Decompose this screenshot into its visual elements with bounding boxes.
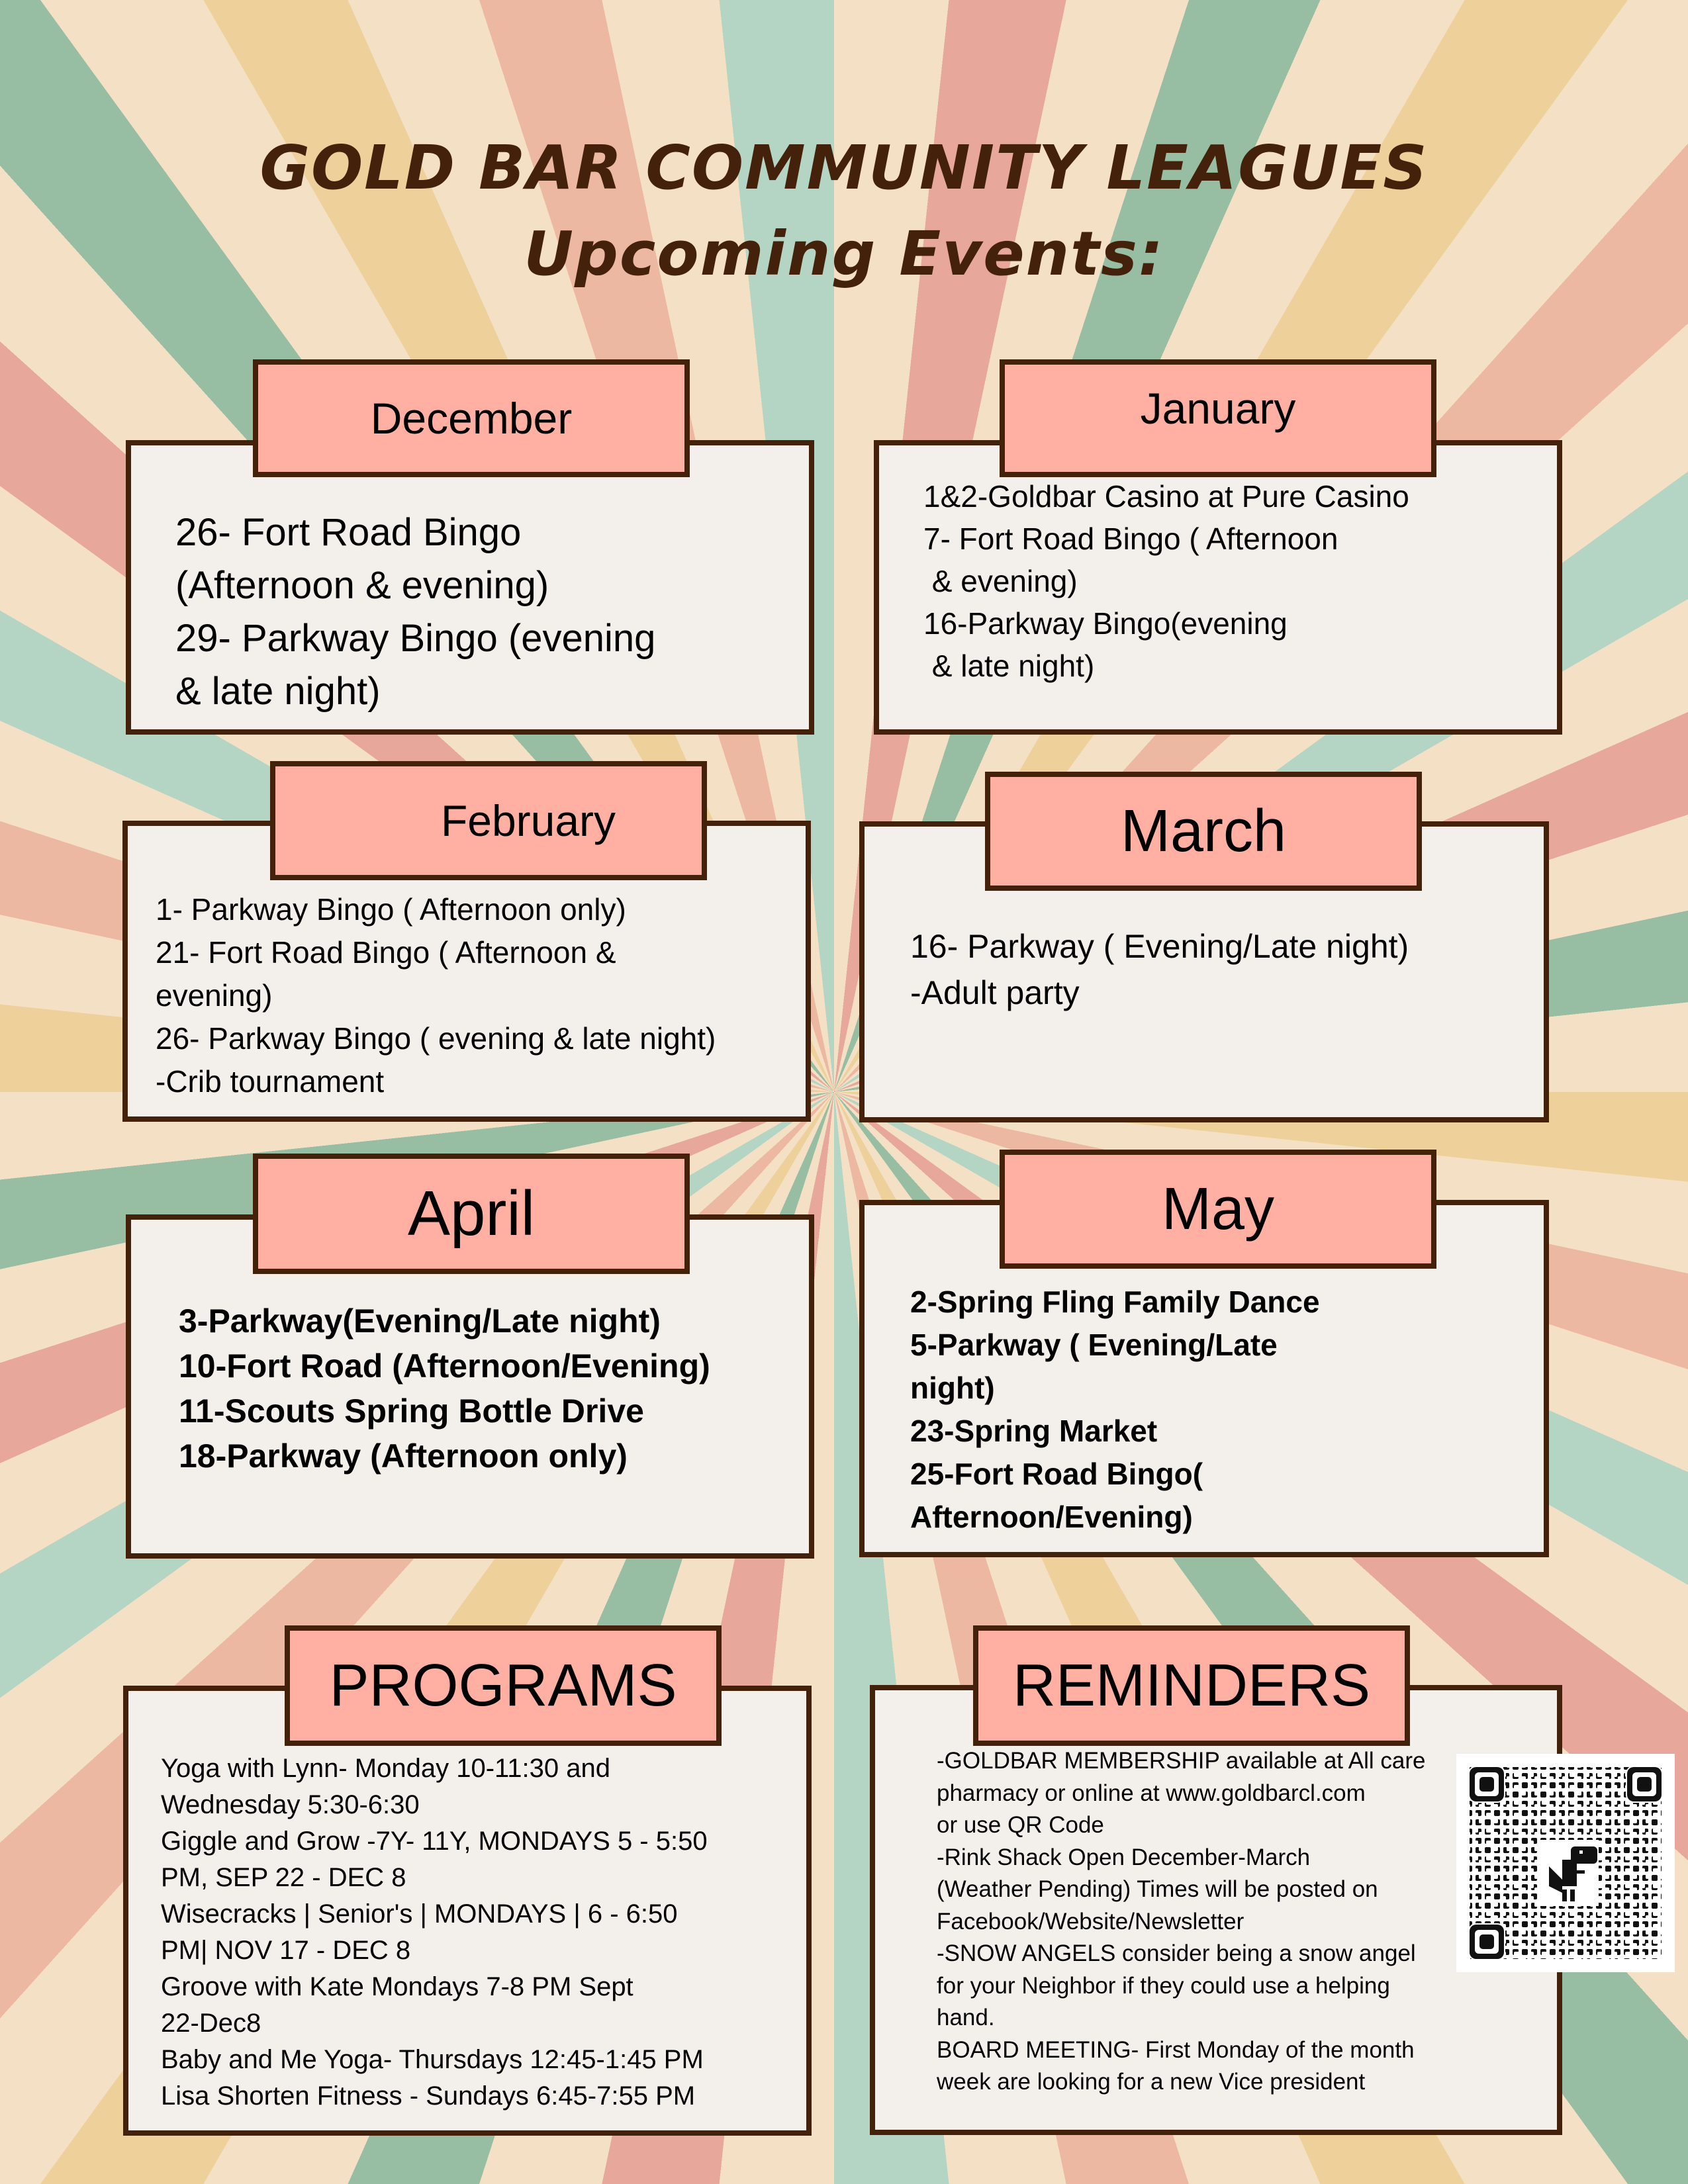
event-line: 1&2-Goldbar Casino at Pure Casino xyxy=(923,479,1409,514)
february-label: February xyxy=(440,796,616,845)
event-line: 23-Spring Market xyxy=(910,1414,1158,1448)
reminder-line: (Weather Pending) Times will be posted on xyxy=(937,1876,1378,1902)
program-line: Giggle and Grow -7Y- 11Y, MONDAYS 5 - 5:50 xyxy=(161,1827,708,1856)
program-line: Wednesday 5:30-6:30 xyxy=(161,1790,420,1819)
december-tab xyxy=(253,359,690,477)
qr-code-icon[interactable] xyxy=(1456,1754,1675,1972)
programs-label: PROGRAMS xyxy=(329,1652,677,1719)
event-line: 21- Fort Road Bingo ( Afternoon & xyxy=(156,935,616,970)
page-title: GOLD BAR COMMUNITY LEAGUES xyxy=(259,132,1429,203)
reminder-line: Facebook/Website/Newsletter xyxy=(937,1908,1244,1934)
program-line: Groove with Kate Mondays 7-8 PM Sept xyxy=(161,1972,633,2001)
event-line: 16- Parkway ( Evening/Late night) xyxy=(910,928,1409,965)
page-subtitle: Upcoming Events: xyxy=(524,218,1164,289)
march-label: March xyxy=(1120,797,1287,864)
may-label: May xyxy=(1161,1175,1275,1242)
event-line: 18-Parkway (Afternoon only) xyxy=(179,1437,628,1475)
reminders-list xyxy=(937,1745,1426,2099)
reminder-line: week are looking for a new Vice president xyxy=(937,2069,1366,2095)
reminder-line: -SNOW ANGELS consider being a snow angel xyxy=(937,1940,1416,1966)
reminders-tab xyxy=(973,1625,1410,1746)
march-tab xyxy=(985,772,1422,891)
reminder-line: pharmacy or online at www.goldbarcl.com xyxy=(937,1780,1366,1806)
programs-tab xyxy=(285,1625,722,1746)
program-line: PM, SEP 22 - DEC 8 xyxy=(161,1863,406,1892)
reminder-line: for your Neighbor if they could use a helping xyxy=(937,1972,1390,1999)
reminder-line: -GOLDBAR MEMBERSHIP available at All care xyxy=(937,1748,1426,1774)
february-tab xyxy=(270,761,707,880)
event-line: 26- Fort Road Bingo xyxy=(175,511,522,554)
january-label: January xyxy=(1140,384,1296,433)
program-line: PM| NOV 17 - DEC 8 xyxy=(161,1936,411,1965)
program-line: Yoga with Lynn- Monday 10-11:30 and xyxy=(161,1754,611,1783)
event-line: 29- Parkway Bingo (evening xyxy=(175,617,656,660)
reminder-line: hand. xyxy=(937,2005,995,2030)
may-events xyxy=(910,1281,1320,1539)
event-line: Afternoon/Evening) xyxy=(910,1500,1193,1534)
qr-code-svg xyxy=(1456,1754,1675,1972)
program-line: Wisecracks | Senior's | MONDAYS | 6 - 6:50 xyxy=(161,1899,678,1929)
event-line: night) xyxy=(910,1371,995,1405)
event-line: 7- Fort Road Bingo ( Afternoon xyxy=(923,522,1338,556)
event-line: 25-Fort Road Bingo( xyxy=(910,1457,1203,1491)
april-events xyxy=(179,1298,710,1479)
january-events xyxy=(923,475,1409,687)
program-line: Lisa Shorten Fitness - Sundays 6:45-7:55 PM xyxy=(161,2081,696,2111)
event-line: -Adult party xyxy=(910,974,1080,1011)
reminders-label: REMINDERS xyxy=(1012,1652,1371,1719)
event-line: & evening) xyxy=(923,564,1078,598)
program-line: Baby and Me Yoga- Thursdays 12:45-1:45 PM xyxy=(161,2045,704,2074)
reminder-line: or use QR Code xyxy=(937,1812,1104,1838)
event-line: & late night) xyxy=(175,670,381,713)
april-label: April xyxy=(407,1178,536,1249)
event-line: 5-Parkway ( Evening/Late xyxy=(910,1328,1278,1362)
event-line: 3-Parkway(Evening/Late night) xyxy=(179,1302,661,1340)
march-events xyxy=(910,923,1409,1016)
event-line: 2-Spring Fling Family Dance xyxy=(910,1285,1320,1319)
january-tab xyxy=(1000,359,1436,477)
event-line: 16-Parkway Bingo(evening xyxy=(923,606,1288,641)
event-line: 26- Parkway Bingo ( evening & late night) xyxy=(156,1021,716,1056)
event-line: 1- Parkway Bingo ( Afternoon only) xyxy=(156,892,626,927)
may-tab xyxy=(1000,1150,1436,1269)
program-line: 22-Dec8 xyxy=(161,2009,261,2038)
reminder-line: BOARD MEETING- First Monday of the month xyxy=(937,2036,1415,2063)
event-line: 11-Scouts Spring Bottle Drive xyxy=(179,1392,644,1430)
event-line: & late night) xyxy=(923,649,1095,683)
event-line: evening) xyxy=(156,978,273,1013)
december-label: December xyxy=(370,394,573,443)
programs-list xyxy=(161,1751,708,2115)
event-line: -Crib tournament xyxy=(156,1064,385,1099)
april-tab xyxy=(253,1154,690,1274)
event-line: 10-Fort Road (Afternoon/Evening) xyxy=(179,1347,710,1385)
february-events xyxy=(156,888,716,1103)
event-line: (Afternoon & evening) xyxy=(175,564,549,607)
december-events xyxy=(175,506,655,718)
reminder-line: -Rink Shack Open December-March xyxy=(937,1844,1311,1870)
